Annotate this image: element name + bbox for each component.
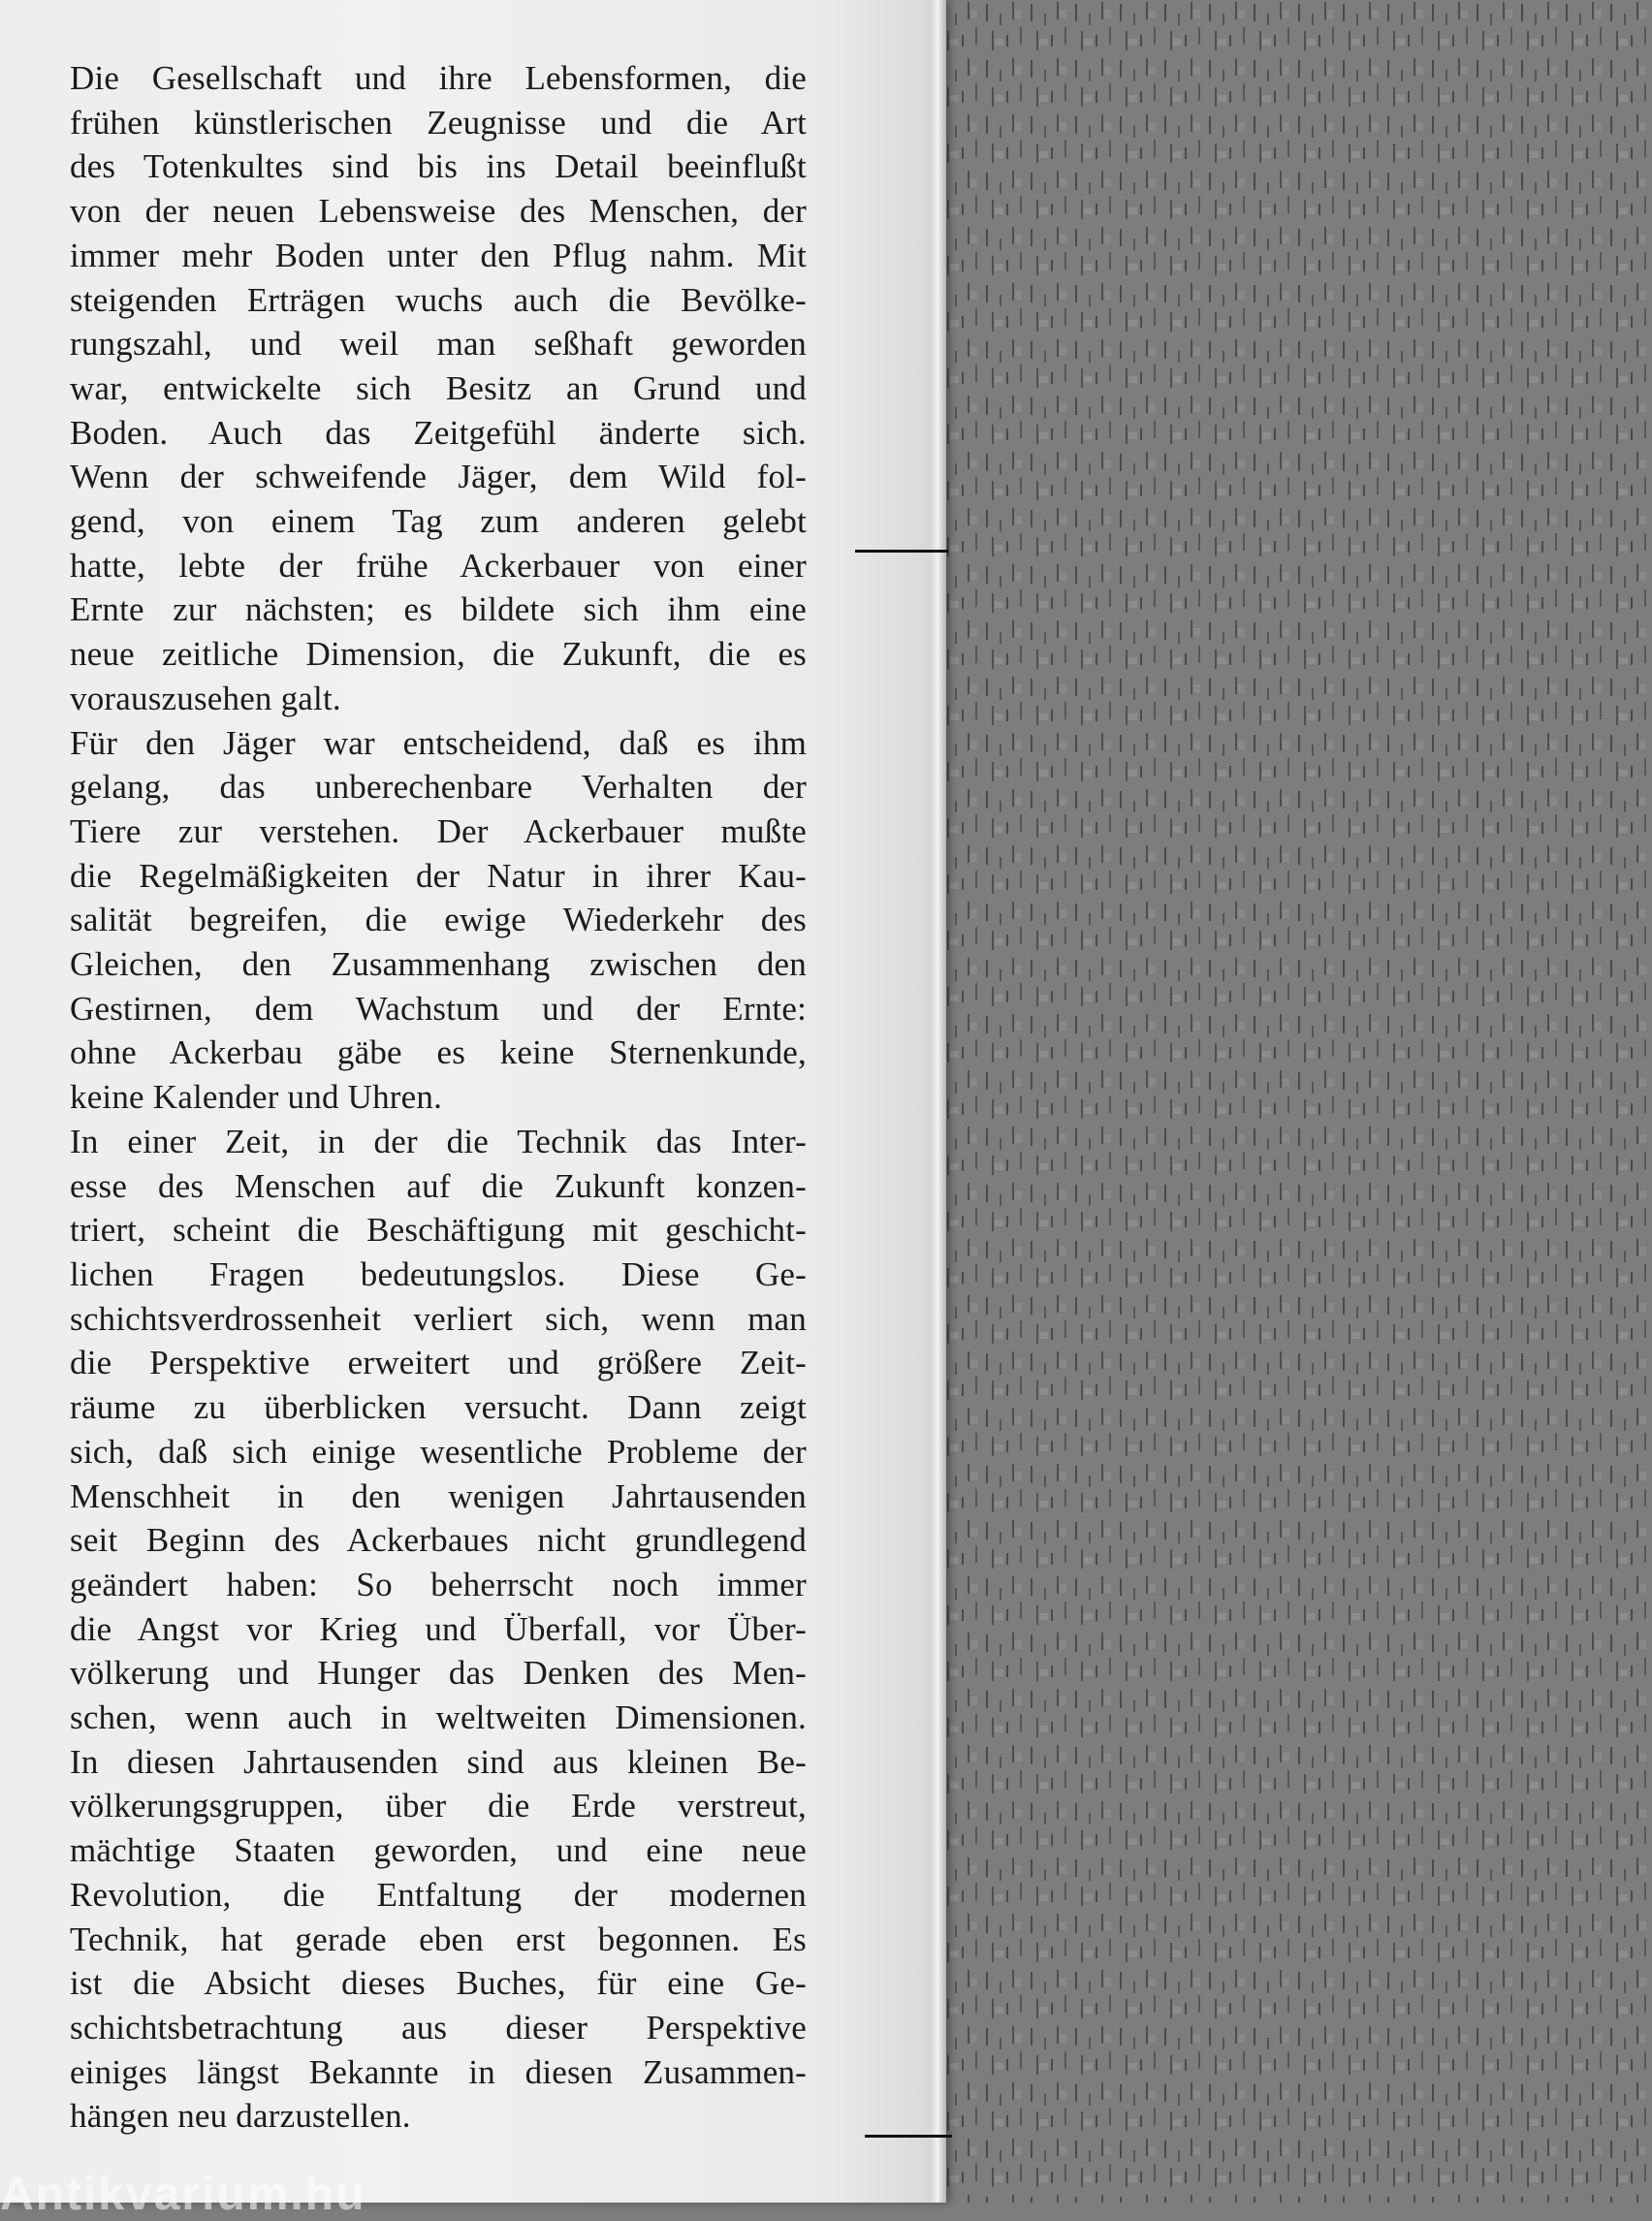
text-line: Revolution, die Entfaltung der modernen (70, 1875, 807, 1914)
text-line: mächtige Staaten geworden, und eine neue (70, 1831, 807, 1870)
text-line: Die Gesellschaft und ihre Lebensformen, die (70, 59, 807, 97)
text-line: Technik, hat gerade eben erst begonnen. Es (70, 1920, 807, 1958)
text-line: In einer Zeit, in der die Technik das Inter- (70, 1122, 807, 1160)
text-line: ist die Absicht dieses Buches, für eine Ge- (70, 1964, 807, 2003)
watermark: Antikvarium.hu (0, 2169, 366, 2220)
paragraph (70, 56, 807, 721)
text-line: von der neuen Lebensweise des Menschen, der (70, 192, 807, 231)
text-line: Ernte zur nächsten; es bildete sich ihm eine (70, 590, 807, 629)
text-line: Wenn der schweifende Jäger, dem Wild fol- (70, 458, 807, 496)
text-line: gend, von einem Tag zum anderen gelebt (70, 502, 807, 541)
text-line: die Perspektive erweitert und größere Zeit- (70, 1344, 807, 1382)
text-line: frühen künstlerischen Zeugnisse und die Art (70, 103, 807, 142)
text-line: vorauszusehen galt. (70, 679, 341, 717)
blurb-text (70, 56, 807, 2139)
text-line: schen, wenn auch in weltweiten Dimensionen. (70, 1698, 807, 1737)
text-line: schichtsverdrossenheit verliert sich, wenn man (70, 1299, 807, 1338)
text-line: schichtsbetrachtung aus dieser Perspektive (70, 2008, 807, 2046)
text-line: einiges längst Bekannte in diesen Zusammen- (70, 2052, 807, 2091)
text-line: die Angst vor Krieg und Überfall, vor Über- (70, 1609, 807, 1648)
text-line: seit Beginn des Ackerbaues nicht grundlegend (70, 1521, 807, 1560)
text-line: Gleichen, den Zusammenhang zwischen den (70, 945, 807, 984)
paragraph (70, 1120, 807, 2139)
fold-mark-top (855, 550, 948, 553)
text-line: völkerung und Hunger das Denken des Men- (70, 1654, 807, 1693)
text-line: die Regelmäßigkeiten der Natur in ihrer Kau- (70, 856, 807, 895)
text-line: steigenden Erträgen wuchs auch die Bevölke- (70, 280, 807, 319)
text-line: Tiere zur verstehen. Der Ackerbauer mußte (70, 811, 807, 850)
text-line: räume zu überblicken versucht. Dann zeigt (70, 1388, 807, 1427)
fold-mark-bottom (865, 2135, 952, 2138)
text-line: triert, scheint die Beschäftigung mit geschicht- (70, 1211, 807, 1250)
text-line: ohne Ackerbau gäbe es keine Sternenkunde, (70, 1033, 807, 1072)
text-line: immer mehr Boden unter den Pflug nahm. Mit (70, 236, 807, 274)
text-line: esse des Menschen auf die Zukunft konzen- (70, 1166, 807, 1205)
text-line: salität begreifen, die ewige Wiederkehr des (70, 901, 807, 939)
paragraph (70, 721, 807, 1120)
text-line: In diesen Jahrtausenden sind aus kleinen Be- (70, 1742, 807, 1781)
text-line: des Totenkultes sind bis ins Detail beeinflußt (70, 147, 807, 186)
text-line: Menschheit in den wenigen Jahrtausenden (70, 1476, 807, 1515)
text-line: Gestirnen, dem Wachstum und der Ernte: (70, 989, 807, 1028)
text-line: geändert haben: So beherrscht noch immer (70, 1565, 807, 1603)
text-line: Boden. Auch das Zeitgefühl änderte sich. (70, 413, 807, 452)
text-line: hatte, lebte der frühe Ackerbauer von einer (70, 546, 807, 585)
text-line: neue zeitliche Dimension, die Zukunft, die es (70, 635, 807, 674)
text-line: völkerungsgruppen, über die Erde verstreut, (70, 1787, 807, 1825)
text-line: sich, daß sich einige wesentliche Probleme der (70, 1432, 807, 1471)
flap-fold-edge (931, 0, 946, 2203)
text-line: hängen neu darzustellen. (70, 2097, 411, 2136)
text-line: gelang, das unberechenbare Verhalten der (70, 768, 807, 807)
text-line: lichen Fragen bedeutungslos. Diese Ge- (70, 1254, 807, 1293)
text-line: rungszahl, und weil man seßhaft geworden (70, 325, 807, 364)
text-line: keine Kalender und Uhren. (70, 1078, 443, 1117)
text-line: war, entwickelte sich Besitz an Grund und (70, 368, 807, 407)
text-line: Für den Jäger war entscheidend, daß es ihm (70, 723, 807, 762)
